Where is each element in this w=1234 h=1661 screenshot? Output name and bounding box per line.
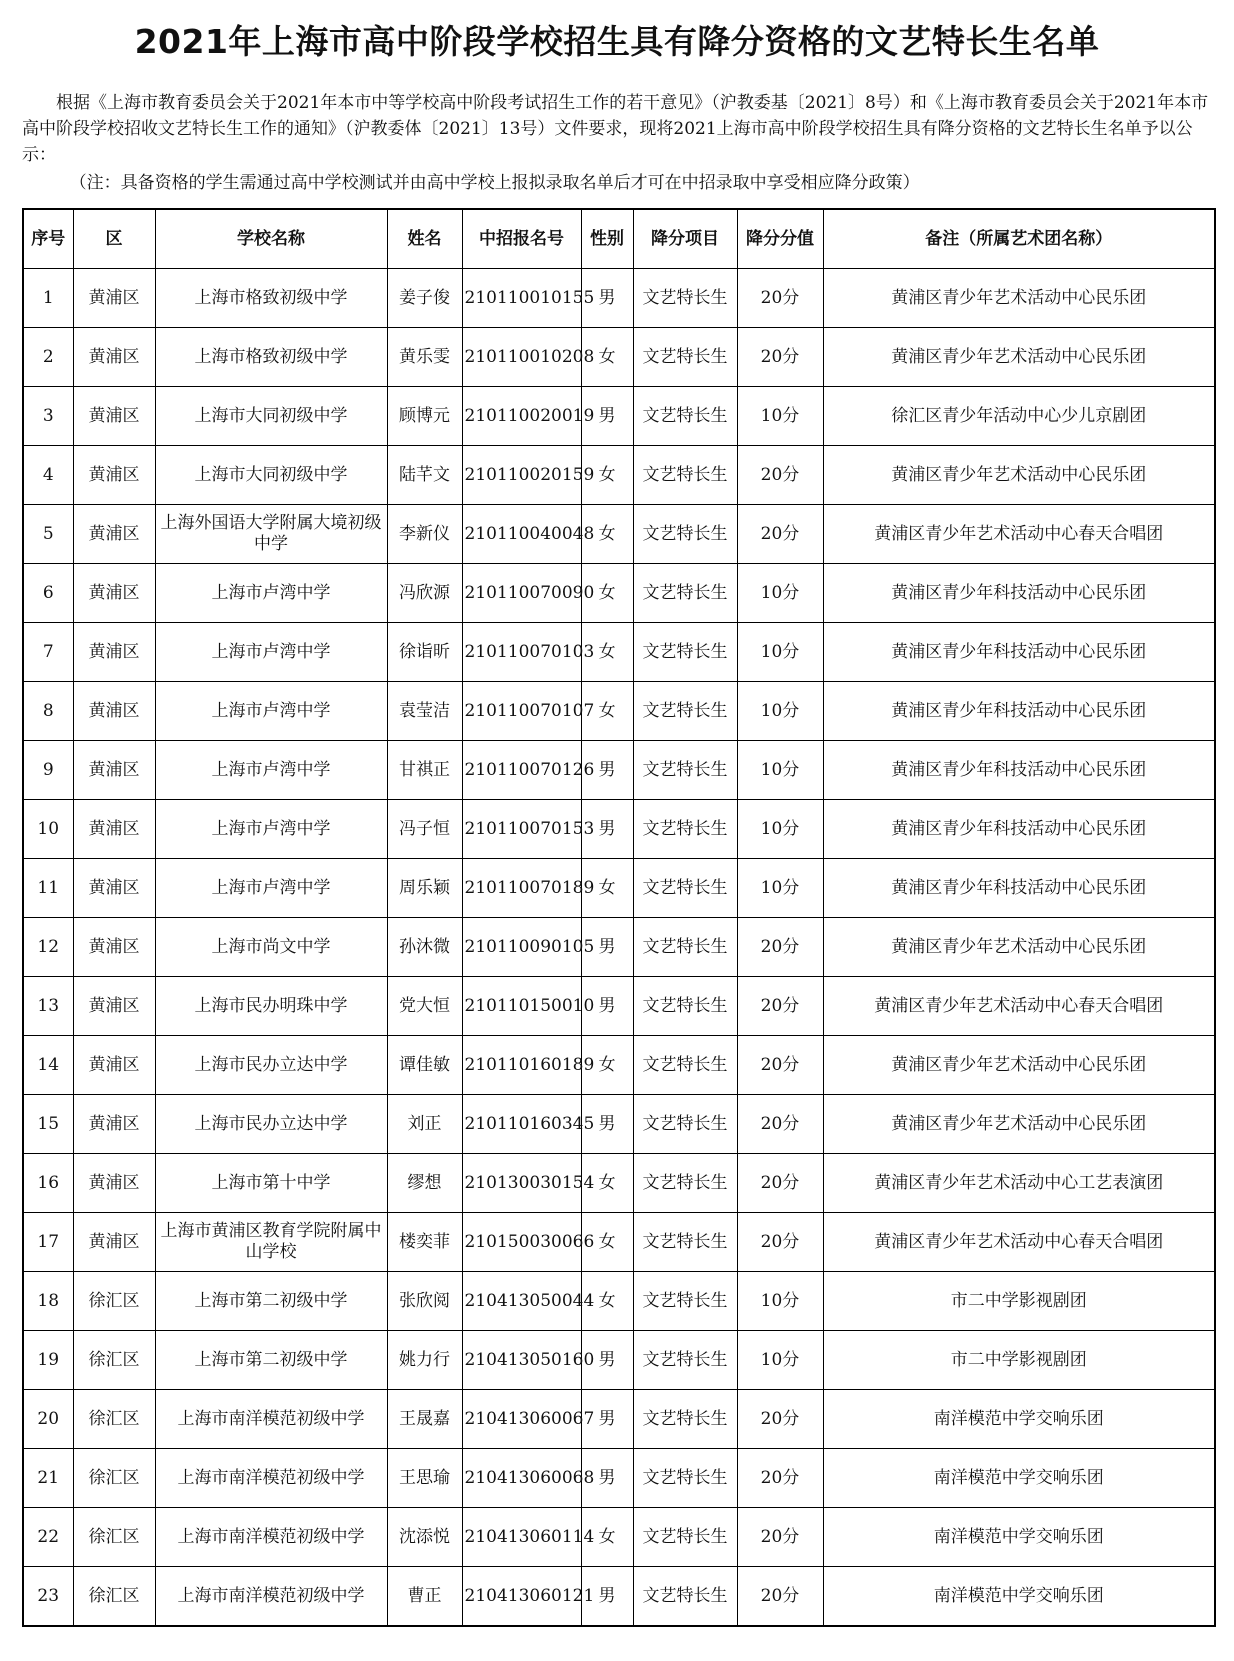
district-cell: 黄浦区 [73,623,155,682]
district-cell: 黄浦区 [73,1095,155,1154]
district-cell: 黄浦区 [73,328,155,387]
school-cell: 上海市尚文中学 [155,918,387,977]
bonus-item-cell: 文艺特长生 [633,269,737,328]
name-cell: 冯子恒 [387,800,462,859]
table-row [23,1567,1215,1627]
bonus-item-cell: 文艺特长生 [633,1036,737,1095]
name-cell: 姜子俊 [387,269,462,328]
seq-cell: 13 [23,977,73,1036]
name-cell: 党大恒 [387,977,462,1036]
district-cell: 黄浦区 [73,1036,155,1095]
remark-cell: 市二中学影视剧团 [823,1331,1215,1390]
reg-number-cell: 210110010155 [462,269,581,328]
seq-cell: 2 [23,328,73,387]
gender-cell: 女 [581,1508,633,1567]
gender-cell: 女 [581,328,633,387]
remark-cell: 黄浦区青少年艺术活动中心民乐团 [823,1036,1215,1095]
reg-number-cell: 210110160345 [462,1095,581,1154]
seq-cell: 18 [23,1272,73,1331]
bonus-item-cell: 文艺特长生 [633,1508,737,1567]
school-cell: 上海市南洋模范初级中学 [155,1390,387,1449]
district-cell: 黄浦区 [73,977,155,1036]
school-cell: 上海市卢湾中学 [155,682,387,741]
name-cell: 缪想 [387,1154,462,1213]
reg-number-cell: 210413060121 [462,1567,581,1627]
school-cell: 上海市第二初级中学 [155,1331,387,1390]
reg-number-cell: 210130030154 [462,1154,581,1213]
remark-cell: 黄浦区青少年科技活动中心民乐团 [823,800,1215,859]
table-row [23,623,1215,682]
bonus-points-cell: 10分 [737,800,823,859]
school-cell: 上海市大同初级中学 [155,387,387,446]
seq-cell: 22 [23,1508,73,1567]
table-row [23,859,1215,918]
school-cell: 上海市卢湾中学 [155,800,387,859]
reg-number-cell: 210110070090 [462,564,581,623]
table-row [23,1331,1215,1390]
header-cell: 性别 [581,209,633,269]
name-cell: 陆芊文 [387,446,462,505]
bonus-points-cell: 20分 [737,446,823,505]
remark-cell: 南洋模范中学交响乐团 [823,1390,1215,1449]
district-cell: 徐汇区 [73,1567,155,1627]
remark-cell: 黄浦区青少年科技活动中心民乐团 [823,859,1215,918]
table-row [23,505,1215,564]
remark-cell: 市二中学影视剧团 [823,1272,1215,1331]
bonus-item-cell: 文艺特长生 [633,1331,737,1390]
district-cell: 黄浦区 [73,918,155,977]
bonus-points-cell: 10分 [737,623,823,682]
name-cell: 王思瑜 [387,1449,462,1508]
bonus-item-cell: 文艺特长生 [633,1449,737,1508]
bonus-points-cell: 10分 [737,859,823,918]
district-cell: 黄浦区 [73,682,155,741]
bonus-item-cell: 文艺特长生 [633,859,737,918]
table-row [23,1036,1215,1095]
bonus-points-cell: 10分 [737,682,823,741]
district-cell: 徐汇区 [73,1449,155,1508]
district-cell: 黄浦区 [73,1154,155,1213]
table-header-row [23,209,1215,269]
header-cell: 姓名 [387,209,462,269]
reg-number-cell: 210110090105 [462,918,581,977]
school-cell: 上海市卢湾中学 [155,564,387,623]
gender-cell: 女 [581,446,633,505]
bonus-points-cell: 20分 [737,1390,823,1449]
district-cell: 黄浦区 [73,859,155,918]
bonus-points-cell: 20分 [737,1213,823,1272]
district-cell: 黄浦区 [73,1213,155,1272]
reg-number-cell: 210110070189 [462,859,581,918]
bonus-item-cell: 文艺特长生 [633,741,737,800]
remark-cell: 黄浦区青少年艺术活动中心民乐团 [823,446,1215,505]
bonus-points-cell: 10分 [737,741,823,800]
gender-cell: 男 [581,918,633,977]
gender-cell: 男 [581,269,633,328]
reg-number-cell: 210413050044 [462,1272,581,1331]
bonus-item-cell: 文艺特长生 [633,387,737,446]
bonus-points-cell: 20分 [737,918,823,977]
name-cell: 沈添悦 [387,1508,462,1567]
gender-cell: 男 [581,741,633,800]
gender-cell: 男 [581,800,633,859]
name-cell: 袁莹洁 [387,682,462,741]
header-cell: 区 [73,209,155,269]
bonus-item-cell: 文艺特长生 [633,505,737,564]
name-cell: 黄乐雯 [387,328,462,387]
bonus-points-cell: 20分 [737,1154,823,1213]
remark-cell: 南洋模范中学交响乐团 [823,1449,1215,1508]
bonus-item-cell: 文艺特长生 [633,1390,737,1449]
gender-cell: 女 [581,682,633,741]
bonus-points-cell: 20分 [737,1095,823,1154]
school-cell: 上海市大同初级中学 [155,446,387,505]
school-cell: 上海市南洋模范初级中学 [155,1508,387,1567]
remark-cell: 黄浦区青少年艺术活动中心民乐团 [823,918,1215,977]
table-row [23,1508,1215,1567]
remark-cell: 黄浦区青少年艺术活动中心民乐团 [823,269,1215,328]
seq-cell: 8 [23,682,73,741]
bonus-points-cell: 20分 [737,1567,823,1627]
bonus-item-cell: 文艺特长生 [633,564,737,623]
name-cell: 王晟嘉 [387,1390,462,1449]
district-cell: 黄浦区 [73,564,155,623]
school-cell: 上海市格致初级中学 [155,328,387,387]
seq-cell: 11 [23,859,73,918]
remark-cell: 南洋模范中学交响乐团 [823,1567,1215,1627]
reg-number-cell: 210110070153 [462,800,581,859]
bonus-item-cell: 文艺特长生 [633,977,737,1036]
school-cell: 上海外国语大学附属大境初级中学 [155,505,387,564]
reg-number-cell: 210110070103 [462,623,581,682]
school-cell: 上海市卢湾中学 [155,623,387,682]
school-cell: 上海市民办立达中学 [155,1095,387,1154]
remark-cell: 南洋模范中学交响乐团 [823,1508,1215,1567]
bonus-item-cell: 文艺特长生 [633,1095,737,1154]
gender-cell: 女 [581,623,633,682]
reg-number-cell: 210110010208 [462,328,581,387]
remark-cell: 黄浦区青少年科技活动中心民乐团 [823,741,1215,800]
bonus-points-cell: 10分 [737,1272,823,1331]
name-cell: 周乐颖 [387,859,462,918]
bonus-item-cell: 文艺特长生 [633,623,737,682]
table-row [23,800,1215,859]
reg-number-cell: 210110070107 [462,682,581,741]
bonus-item-cell: 文艺特长生 [633,1154,737,1213]
reg-number-cell: 210110070126 [462,741,581,800]
bonus-item-cell: 文艺特长生 [633,1272,737,1331]
district-cell: 黄浦区 [73,800,155,859]
seq-cell: 12 [23,918,73,977]
remark-cell: 徐汇区青少年活动中心少儿京剧团 [823,387,1215,446]
bonus-points-cell: 10分 [737,1331,823,1390]
reg-number-cell: 210110160189 [462,1036,581,1095]
remark-cell: 黄浦区青少年科技活动中心民乐团 [823,623,1215,682]
seq-cell: 21 [23,1449,73,1508]
reg-number-cell: 210413060067 [462,1390,581,1449]
gender-cell: 女 [581,1154,633,1213]
table-row [23,1390,1215,1449]
gender-cell: 男 [581,1095,633,1154]
bonus-points-cell: 10分 [737,387,823,446]
remark-cell: 黄浦区青少年艺术活动中心春天合唱团 [823,977,1215,1036]
gender-cell: 女 [581,1213,633,1272]
table-row [23,564,1215,623]
header-cell: 学校名称 [155,209,387,269]
gender-cell: 女 [581,564,633,623]
gender-cell: 女 [581,859,633,918]
seq-cell: 9 [23,741,73,800]
table-row [23,741,1215,800]
bonus-item-cell: 文艺特长生 [633,1567,737,1627]
bonus-points-cell: 20分 [737,1508,823,1567]
bonus-points-cell: 20分 [737,1036,823,1095]
bonus-points-cell: 10分 [737,564,823,623]
table-row [23,446,1215,505]
gender-cell: 女 [581,1036,633,1095]
school-cell: 上海市黄浦区教育学院附属中山学校 [155,1213,387,1272]
gender-cell: 男 [581,1449,633,1508]
seq-cell: 15 [23,1095,73,1154]
district-cell: 徐汇区 [73,1508,155,1567]
bonus-item-cell: 文艺特长生 [633,1213,737,1272]
school-cell: 上海市南洋模范初级中学 [155,1567,387,1627]
district-cell: 黄浦区 [73,387,155,446]
reg-number-cell: 210413050160 [462,1331,581,1390]
table-row [23,387,1215,446]
header-cell: 降分项目 [633,209,737,269]
table-row [23,1213,1215,1272]
remark-cell: 黄浦区青少年科技活动中心民乐团 [823,564,1215,623]
student-table [22,208,1216,1627]
page-title: 2021年上海市高中阶段学校招生具有降分资格的文艺特长生名单 [134,22,1100,61]
table-row [23,918,1215,977]
name-cell: 孙沐微 [387,918,462,977]
reg-number-cell: 210413060068 [462,1449,581,1508]
school-cell: 上海市格致初级中学 [155,269,387,328]
remark-cell: 黄浦区青少年艺术活动中心民乐团 [823,328,1215,387]
seq-cell: 4 [23,446,73,505]
gender-cell: 男 [581,1331,633,1390]
seq-cell: 20 [23,1390,73,1449]
seq-cell: 3 [23,387,73,446]
header-cell: 中招报名号 [462,209,581,269]
reg-number-cell: 210413060114 [462,1508,581,1567]
table-row [23,977,1215,1036]
district-cell: 黄浦区 [73,505,155,564]
seq-cell: 7 [23,623,73,682]
school-cell: 上海市民办明珠中学 [155,977,387,1036]
district-cell: 徐汇区 [73,1331,155,1390]
table-row [23,682,1215,741]
name-cell: 徐诣昕 [387,623,462,682]
header-cell: 序号 [23,209,73,269]
bonus-points-cell: 20分 [737,269,823,328]
remark-cell: 黄浦区青少年艺术活动中心春天合唱团 [823,505,1215,564]
remark-cell: 黄浦区青少年艺术活动中心工艺表演团 [823,1154,1215,1213]
bonus-points-cell: 20分 [737,977,823,1036]
table-row [23,328,1215,387]
bonus-item-cell: 文艺特长生 [633,328,737,387]
district-cell: 徐汇区 [73,1272,155,1331]
gender-cell: 女 [581,505,633,564]
district-cell: 黄浦区 [73,741,155,800]
reg-number-cell: 210150030066 [462,1213,581,1272]
bonus-points-cell: 20分 [737,505,823,564]
seq-cell: 19 [23,1331,73,1390]
seq-cell: 1 [23,269,73,328]
gender-cell: 男 [581,387,633,446]
seq-cell: 16 [23,1154,73,1213]
name-cell: 曹正 [387,1567,462,1627]
reg-number-cell: 210110040048 [462,505,581,564]
bonus-item-cell: 文艺特长生 [633,446,737,505]
name-cell: 李新仪 [387,505,462,564]
name-cell: 甘祺正 [387,741,462,800]
table-row [23,1272,1215,1331]
school-cell: 上海市卢湾中学 [155,741,387,800]
name-cell: 刘正 [387,1095,462,1154]
gender-cell: 女 [581,1272,633,1331]
gender-cell: 男 [581,977,633,1036]
table-row [23,269,1215,328]
school-cell: 上海市南洋模范初级中学 [155,1449,387,1508]
note-paragraph: （注：具备资格的学生需通过高中学校测试并由高中学校上报拟录取名单后才可在中招录取中享受相应降分政策） [69,173,920,193]
gender-cell: 男 [581,1390,633,1449]
bonus-item-cell: 文艺特长生 [633,918,737,977]
remark-cell: 黄浦区青少年科技活动中心民乐团 [823,682,1215,741]
seq-cell: 6 [23,564,73,623]
district-cell: 黄浦区 [73,446,155,505]
reg-number-cell: 210110150010 [462,977,581,1036]
table-body [23,269,1215,1627]
table-row [23,1449,1215,1508]
school-cell: 上海市卢湾中学 [155,859,387,918]
bonus-item-cell: 文艺特长生 [633,682,737,741]
reg-number-cell: 210110020019 [462,387,581,446]
remark-cell: 黄浦区青少年艺术活动中心民乐团 [823,1095,1215,1154]
bonus-points-cell: 20分 [737,1449,823,1508]
intro-paragraph: 根据《上海市教育委员会关于2021年本市中等学校高中阶段考试招生工作的若干意见》（沪教委基〔2021〕8号）和《上海市教育委员会关于2021年本市高中阶段学校招收文艺特长生工作的通知》（沪教委体〔2021〕13号）文件要求，现将2021上海市高中阶段学校招生具有降分资格的文艺特长生名单予以公示： [22,93,1209,165]
name-cell: 谭佳敏 [387,1036,462,1095]
remark-cell: 黄浦区青少年艺术活动中心春天合唱团 [823,1213,1215,1272]
seq-cell: 23 [23,1567,73,1627]
school-cell: 上海市第二初级中学 [155,1272,387,1331]
name-cell: 顾博元 [387,387,462,446]
name-cell: 姚力行 [387,1331,462,1390]
bonus-item-cell: 文艺特长生 [633,800,737,859]
seq-cell: 5 [23,505,73,564]
gender-cell: 男 [581,1567,633,1627]
name-cell: 楼奕菲 [387,1213,462,1272]
school-cell: 上海市第十中学 [155,1154,387,1213]
reg-number-cell: 210110020159 [462,446,581,505]
header-cell: 降分分值 [737,209,823,269]
header-cell: 备注（所属艺术团名称） [823,209,1215,269]
seq-cell: 14 [23,1036,73,1095]
name-cell: 张欣阅 [387,1272,462,1331]
table-row [23,1095,1215,1154]
district-cell: 徐汇区 [73,1390,155,1449]
seq-cell: 17 [23,1213,73,1272]
school-cell: 上海市民办立达中学 [155,1036,387,1095]
bonus-points-cell: 20分 [737,328,823,387]
name-cell: 冯欣源 [387,564,462,623]
seq-cell: 10 [23,800,73,859]
district-cell: 黄浦区 [73,269,155,328]
table-row [23,1154,1215,1213]
